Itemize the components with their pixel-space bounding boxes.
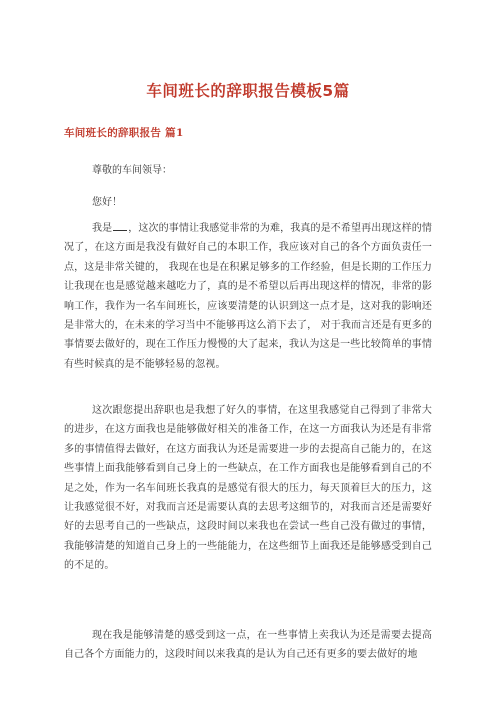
paragraph-2: 这次跟您提出辞职也是我想了好久的事情，在这里我感觉自己得到了非常大的进步，在这方面我也是能够做好相关的准备工作，在这一方面我认为还是有非常多的事情值得去做好，在这方面我认为还是需要进一步的去提高自己能力的，在这些事情上面我能够看到自己身上的一些缺点，在工作方面我也是能够看到自己的不足之处，作为一名车间班长我真的是感觉有很大的压力，每天顶着巨大的压力，这让我感觉很不好，对我而言还是需要认真的去思考这细节的，对我而言还是需要好好的去思考自己的一些缺点，这段时间以来我也在尝试一些自己没有做过的事情，我能够清楚的知道自己身上的一些能能力，在这些细节上面我还是能够感受到自己的不足的。 [64,405,432,572]
section-heading: 车间班长的辞职报告 篇1 [64,127,184,139]
paragraph-1-body: ，这次的事情让我感觉非常的为难，我真的是不希望再出现这样的情况了，在这方面是我没有做好自己的本职工作，我应该对自己的各个方面负责任一点，这是非常关键的， 我现在也是在积累足够多的工作经验，但是长期的工作压力让我现在也是感觉越来越吃力了，真的是不希望以后再出现这样的情况，非常的影响工作，我作为一名车间班长，应该要清楚的认识到这一点才是，这对我的影响还是非常大的，在未来的学习当中不能够再这么消下去了， 对于我而言还是有更多的事情要去做好的，现在工作压力慢慢的大了起来，我认为这是一些比较简单的事情有些时候真的是不能够轻易的忽视。 [64,223,432,370]
paragraph-1 [64,219,432,374]
name-blank-underline [113,221,127,231]
salutation: 尊敬的车间领导： [92,165,172,176]
greeting: 您好！ [92,197,122,208]
paragraph-3: 现在我是能够清楚的感受到这一点，在一些事情上卖我认为还是需要去提高自己各个方面能力的，这段时间以来我真的是认为自己还有更多的要去做好的地 [64,630,432,661]
document-title: 车间班长的辞职报告模板5篇 [146,82,350,100]
paragraph-1-lead: 我是 [92,223,113,234]
